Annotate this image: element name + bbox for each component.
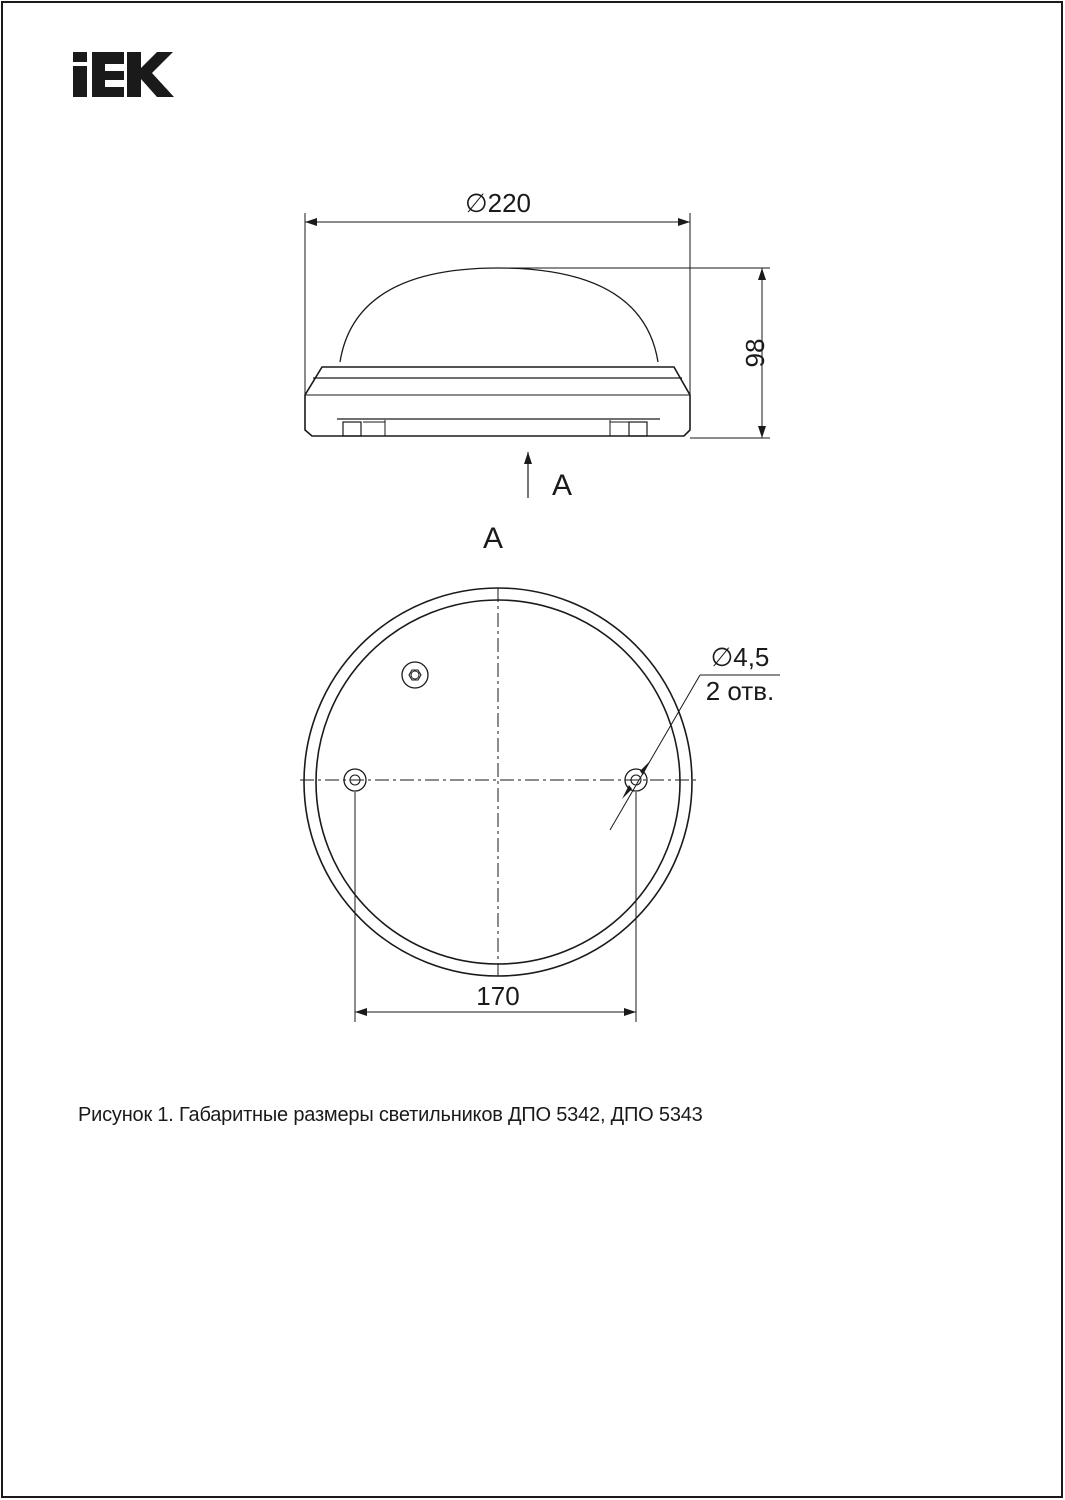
iek-logo xyxy=(73,52,174,97)
sheet-border xyxy=(2,2,1062,1497)
height-label: 98 xyxy=(739,338,770,368)
cable-gland xyxy=(402,662,428,688)
spacing-label: 170 xyxy=(476,981,520,1011)
side-view xyxy=(305,213,770,498)
bottom-view-title: A xyxy=(482,522,504,555)
foot-right xyxy=(629,422,647,436)
dome-outline xyxy=(340,268,658,362)
hole-diameter-label: ∅4,5 xyxy=(710,642,770,672)
foot-left xyxy=(343,422,361,436)
diameter-label: ∅220 xyxy=(464,188,532,218)
view-arrow-label: A xyxy=(551,469,573,502)
figure-caption: Рисунок 1. Габаритные размеры светильников ДПО 5342, ДПО 5343 xyxy=(78,1104,703,1126)
bottom-view xyxy=(300,588,780,1022)
hole-count-label: 2 отв. xyxy=(705,676,775,706)
hole-leader-line xyxy=(610,675,700,830)
